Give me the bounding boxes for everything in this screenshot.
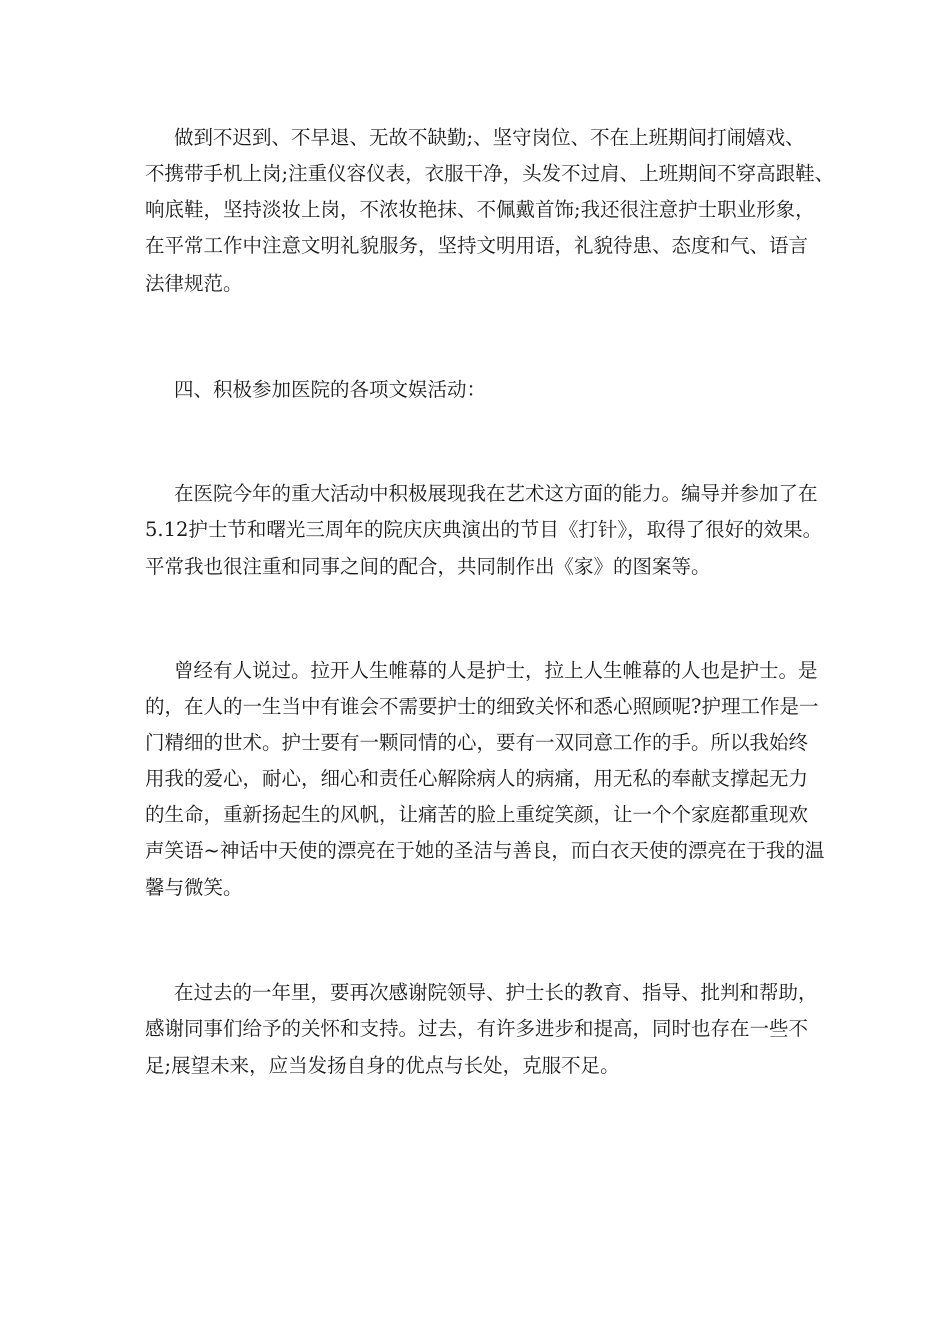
- paragraph-2-line-1: 在医院今年的重大活动中积极展现我在艺术这方面的能力。编导并参加了在: [174, 482, 818, 505]
- section-heading-4: 四、积极参加医院的各项文娱活动：: [174, 378, 487, 401]
- paragraph-3-line-7: 馨与微笑。: [145, 876, 243, 899]
- paragraph-2-line-2: 5.12护士节和曙光三周年的院庆庆典演出的节目《打针》，取得了很好的效果。: [145, 518, 823, 541]
- paragraph-3-line-3: 门精细的世术。护士要有一颗同情的心，要有一双同意工作的手。所以我始终: [145, 731, 809, 754]
- paragraph-3-line-2: 的，在人的一生当中有谁会不需要护士的细致关怀和悉心照顾呢?护理工作是一: [145, 695, 819, 718]
- paragraph-1-line-5: 法律规范。: [145, 272, 243, 295]
- paragraph-1-line-2: 不携带手机上岗;注重仪容仪表，衣服干净，头发不过肩、上班期间不穿高跟鞋、: [145, 162, 835, 185]
- paragraph-4-line-1: 在过去的一年里，要再次感谢院领导、护士长的教育、指导、批判和帮助，: [174, 981, 818, 1004]
- paragraph-1-line-3: 响底鞋，坚持淡妆上岗，不浓妆艳抹、不佩戴首饰;我还很注意护士职业形象，: [145, 198, 815, 221]
- paragraph-3-line-5: 的生命，重新扬起生的风帆，让痛苦的脸上重绽笑颜，让一个个家庭都重现欢: [145, 803, 809, 826]
- paragraph-2-line-3: 平常我也很注重和同事之间的配合，共同制作出《家》的图案等。: [145, 555, 711, 578]
- paragraph-1-line-4: 在平常工作中注意文明礼貌服务，坚持文明用语，礼貌待患、态度和气、语言: [145, 234, 809, 257]
- paragraph-3-line-1: 曾经有人说过。拉开人生帷幕的人是护士，拉上人生帷幕的人也是护士。是: [174, 659, 818, 682]
- paragraph-4-line-3: 足;展望未来，应当发扬自身的优点与长处，克服不足。: [145, 1054, 620, 1077]
- paragraph-1-line-1: 做到不迟到、不早退、无故不缺勤;、坚守岗位、不在上班期间打闹嬉戏、: [174, 126, 805, 149]
- paragraph-3-line-4: 用我的爱心，耐心，细心和责任心解除病人的病痛，用无私的奉献支撑起无力: [145, 767, 809, 790]
- paragraph-4-line-2: 感谢同事们给予的关怀和支持。过去，有许多进步和提高，同时也存在一些不: [145, 1017, 809, 1040]
- paragraph-3-line-6: 声笑语~神话中天使的漂亮在于她的圣洁与善良，而白衣天使的漂亮在于我的温: [145, 839, 825, 862]
